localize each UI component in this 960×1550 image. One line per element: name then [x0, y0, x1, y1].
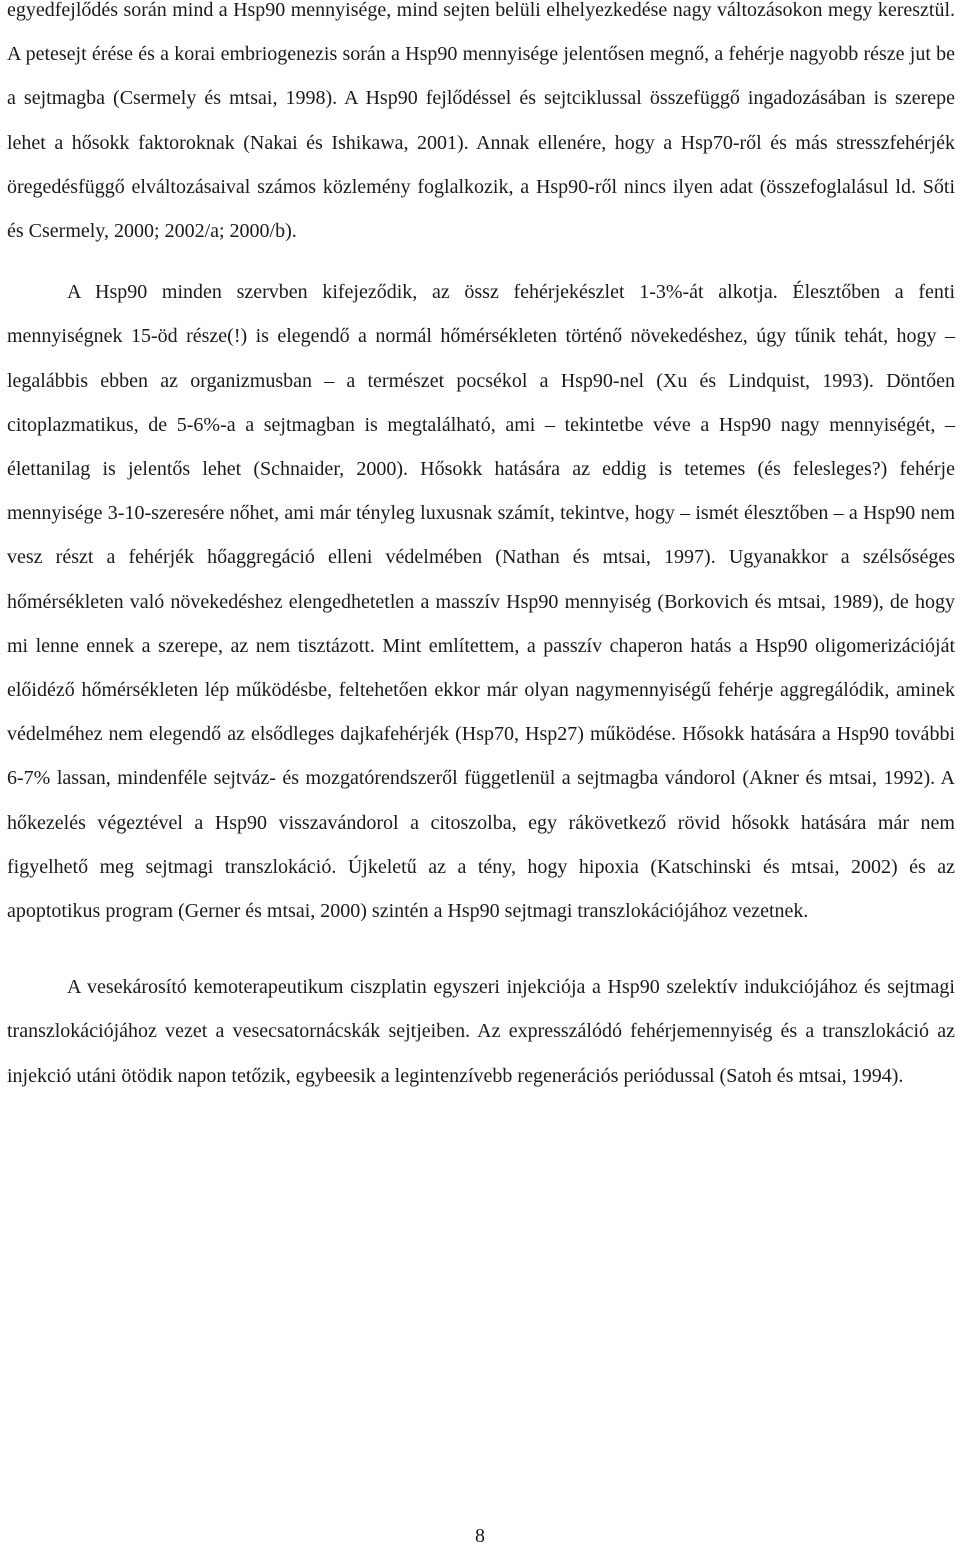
paragraph-hsp90-expression: A Hsp90 minden szervben kifejeződik, az össz fehérjekészlet 1-3%-át alkotja. Élesztőben a fenti mennyiségnek 15-öd része(!) is elegendő a normál hőmérsékleten történő növekedéshez, úgy tűnik tehát, hogy – legalábbis ebben az organizmusban – a természet pocsékol a Hsp90-nel (Xu és Lindquist, 1993). Döntően citoplazmatikus, de 5-6%-a a sejtmagban is megtalálható, ami – tekintetbe véve a Hsp90 nagy mennyiségét, – élettanilag is jelentős lehet (Schnaider, 2000). Hősokk hatására az eddig is tetemes (és felesleges?) fehérje mennyisége 3-10-szeresére nőhet, ami már tényleg luxusnak számít, tekintve, hogy – ismét élesztőben – a Hsp90 nem vesz részt a fehérjék hőaggregáció elleni védelmében (Nathan és mtsai, 1997). Ugyanakkor a szélsőséges hőmérsékleten való növekedéshez elengedhetetlen a masszív Hsp90 mennyiség (Borkovich és mtsai, 1989), de hogy mi lenne ennek a szerepe, az nem tisztázott. Mint említettem, a passzív chaperon hatás a Hsp90 oligomerizációját előidéző hőmérsékleten lép működésbe, feltehetően ekkor már olyan nagymennyiségű fehérje aggregálódik, aminek védelméhez nem elegendő az elsődleges dajkafehérjék (Hsp70, Hsp27) működése. Hősokk hatására a Hsp90 további 6-7% lassan, mindenféle sejtváz- és mozgatórendszeről függetlenül a sejtmagba vándorol (Akner és mtsai, 1992). A hőkezelés végeztével a Hsp90 visszavándorol a citoszolba, egy rákövetkező rövid hősokk hatására már nem figyelhető meg sejtmagi transzlokáció. Újkeletű az a tény, hogy hipoxia (Katschinski és mtsai, 2002) és az apoptotikus program (Gerner és mtsai, 2000) szintén a Hsp90 sejtmagi transzlokációjához vezetnek. [7, 281, 955, 923]
document-page [7, 0, 955, 1098]
paragraph-cisplatin: A vesekárosító kemoterapeutikum ciszplatin egyszeri injekciója a Hsp90 szelektív indukciójához és sejtmagi transzlokációjához vezet a vesecsatornácskák sejtjeiben. Az expresszálódó fehérjemennyiség és a transzlokáció az injekció utáni ötödik napon tetőzik, egybeesik a legintenzívebb regenerációs periódussal (Satoh és mtsai, 1994). [7, 976, 955, 1087]
paragraph-continuation: egyedfejlődés során mind a Hsp90 mennyisége, mind sejten belüli elhelyezkedése nagy változásokon megy keresztül. A petesejt érése és a korai embriogenezis során a Hsp90 mennyisége jelentősen megnő, a fehérje nagyobb része jut be a sejtmagba (Csermely és mtsai, 1998). A Hsp90 fejlődéssel és sejtciklussal összefüggő ingadozásában is szerepe lehet a hősokk faktoroknak (Nakai és Ishikawa, 2001). Annak ellenére, hogy a Hsp70-ről és más stresszfehérjék öregedésfüggő elváltozásaival számos közlemény foglalkozik, a Hsp90-ről nincs ilyen adat (összefoglalásul ld. Sőti és Csermely, 2000; 2002/a; 2000/b). [7, 0, 955, 243]
page-number: 8 [475, 1525, 485, 1547]
